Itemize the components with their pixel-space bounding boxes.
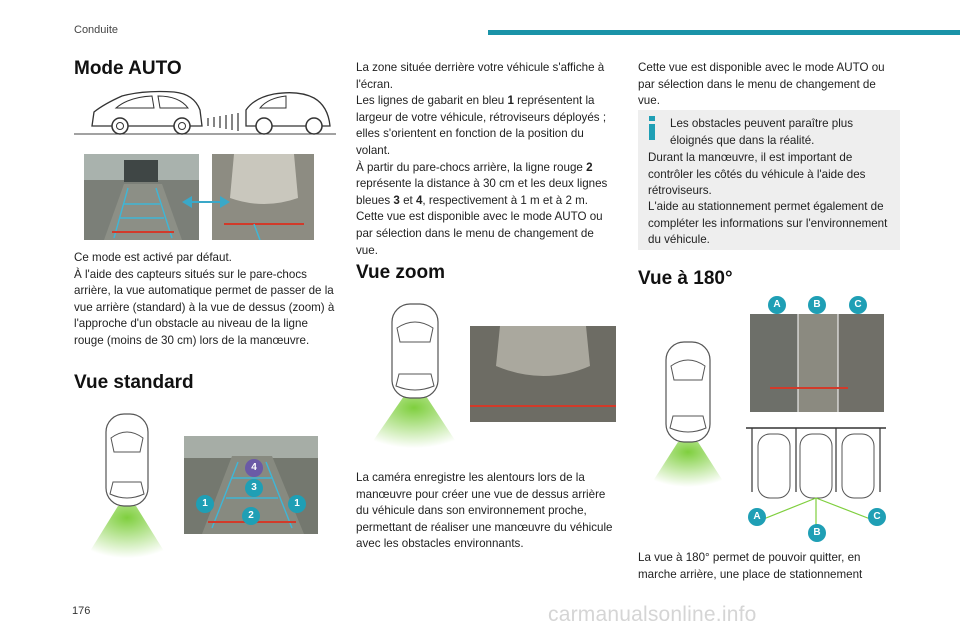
info-obstacles-text: Les obstacles peuvent paraître plus éloignés que dans la réalité. [670, 117, 854, 147]
zoom-view-illustration [364, 296, 624, 456]
view-180-text: La vue à 180° permet de pouvoir quitter, en marche arrière, une place de stationnement [638, 551, 863, 581]
standard-view-text [356, 60, 618, 259]
title-vue-180: Vue à 180° [638, 268, 733, 289]
auto-mode-car-illustration [74, 84, 336, 142]
marker-1-left: 1 [196, 495, 214, 513]
marker-2: 2 [242, 507, 260, 525]
page-number: 176 [72, 605, 91, 617]
label-c-top: C [849, 296, 867, 314]
info-manoeuvre-text: Durant la manœuvre, il est important de contrôler les côtés du véhicule à l'aide des rétroviseurs. [648, 151, 866, 198]
label-b-top: B [808, 296, 826, 314]
paragraph: Les lignes de gabarit en bleu 1 représentent la largeur de votre véhicule, rétroviseurs déployés ; elles s'orientent en fonction de la position du volant. [356, 94, 607, 157]
availability-text: Cette vue est disponible avec le mode AUTO ou par sélection dans le menu de changement de vue. [638, 61, 885, 108]
title-vue-zoom: Vue zoom [356, 262, 446, 283]
paragraph: À partir du pare-chocs arrière, la ligne rouge 2 représente la distance à 30 cm et les deux lignes bleues 3 et 4, respectivement à 1 m et à 2 m. [356, 160, 608, 207]
marker-3: 3 [245, 479, 263, 497]
view-180-illustration [646, 292, 896, 548]
header-accent-bar [488, 30, 960, 35]
auto-mode-screens [84, 154, 314, 240]
paragraph: Cette vue est disponible avec le mode AUTO ou par sélection dans le menu de changement de vue. [356, 210, 603, 257]
label-a-top: A [768, 296, 786, 314]
label-a-bottom: A [748, 508, 766, 526]
title-mode-auto: Mode AUTO [74, 58, 182, 79]
info-icon [648, 116, 656, 140]
zoom-view-text: La caméra enregistre les alentours lors de la manœuvre pour créer une vue de dessus arrière du véhicule dans son environnement proche, permettant de réaliser une manœuvre du véhicule avec les obstacles environnants. [356, 471, 613, 551]
paragraph: La zone située derrière votre véhicule s'affiche à l'écran. [356, 61, 605, 91]
marker-4: 4 [245, 459, 263, 477]
marker-1-right: 1 [288, 495, 306, 513]
title-vue-standard: Vue standard [74, 372, 194, 393]
section-header: Conduite [74, 24, 119, 36]
watermark: carmanualsonline.info [548, 603, 757, 626]
label-b-bottom: B [808, 524, 826, 542]
info-parking-aid-text: L'aide au stationnement permet également de compléter les informations sur l'environnement du véhicule. [648, 200, 888, 247]
standard-view-illustration [82, 406, 326, 566]
auto-mode-text: Ce mode est activé par défaut. À l'aide des capteurs situés sur le pare-chocs arrière, la vue automatique permet de passer de la vue arrière (standard) à la vue de dessus (zoom) à l'approche d'un obstacle au niveau de la ligne rouge (moins de 30 cm) lors de la manœuvre. [74, 251, 335, 347]
label-c-bottom: C [868, 508, 886, 526]
